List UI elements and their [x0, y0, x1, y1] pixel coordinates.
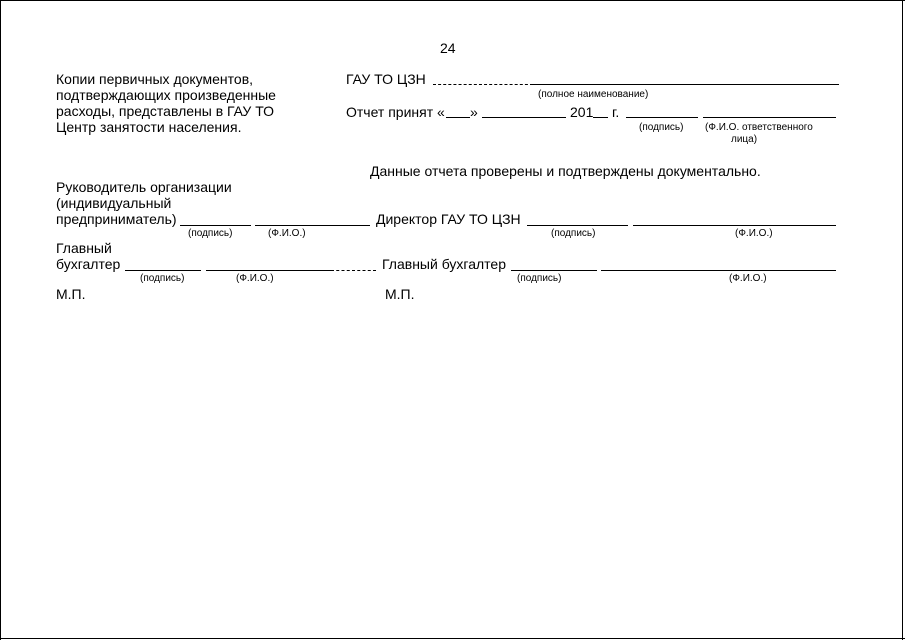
chief-left-fio-caption: (Ф.И.О.): [236, 273, 274, 284]
accept-responsible-line: [703, 117, 836, 118]
page-number: 24: [440, 40, 456, 56]
year-suffix: г.: [612, 104, 620, 120]
chief-left-signature-line: [125, 270, 201, 271]
director-signature-line: [527, 225, 628, 226]
manager-fio-caption: (Ф.И.О.): [268, 228, 306, 239]
accept-signature-caption: (подпись): [639, 122, 684, 133]
org-name-dashed-line: [433, 84, 533, 85]
left-block-line-1: Копии первичных документов,: [56, 71, 254, 87]
year-line: [593, 117, 608, 118]
left-block-line-2: подтверждающих произведенные: [56, 87, 276, 103]
stamp-place-right: М.П.: [385, 286, 415, 302]
month-line: [482, 117, 566, 118]
scan-edge-left: [0, 0, 1, 640]
left-block-line-4: Центр занятости населения.: [56, 119, 242, 135]
manager-signature-caption: (подпись): [188, 228, 233, 239]
org-name-line: [533, 84, 839, 85]
org-label: ГАУ ТО ЦЗН: [346, 71, 426, 87]
report-quote-close: »: [470, 104, 478, 120]
chief-accountant-left-line-2: бухгалтер: [56, 256, 121, 272]
manager-label-line-3: предприниматель): [56, 211, 177, 227]
manager-label-line-2: (индивидуальный: [56, 195, 172, 211]
manager-label-line-1: Руководитель организации: [56, 179, 232, 195]
accept-signature-line: [626, 117, 698, 118]
director-label: Директор ГАУ ТО ЦЗН: [376, 211, 521, 227]
chief-accountant-right-label: Главный бухгалтер: [382, 256, 506, 272]
director-signature-caption: (подпись): [551, 228, 596, 239]
accept-responsible-caption-1: (Ф.И.О. ответственного: [705, 122, 813, 133]
director-fio-line: [633, 225, 836, 226]
scan-edge-top: [0, 0, 905, 1]
left-block-line-3: расходы, представлены в ГАУ ТО: [56, 103, 275, 119]
full-name-caption: (полное наименование): [538, 89, 649, 100]
report-accepted-prefix: Отчет принят «: [346, 104, 445, 120]
stamp-place-left: М.П.: [56, 286, 86, 302]
year-prefix: 201: [570, 104, 594, 120]
chief-left-fio-dashed-line: [331, 270, 376, 271]
scan-edge-bottom: [0, 638, 905, 639]
chief-left-signature-caption: (подпись): [140, 273, 185, 284]
chief-left-fio-line: [206, 270, 331, 271]
verified-text: Данные отчета проверены и подтверждены документально.: [370, 163, 761, 179]
chief-right-signature-line: [511, 270, 597, 271]
chief-accountant-left-line-1: Главный: [56, 240, 112, 256]
chief-right-signature-caption: (подпись): [517, 273, 562, 284]
director-fio-caption: (Ф.И.О.): [735, 228, 773, 239]
accept-responsible-caption-2: лица): [731, 134, 758, 145]
chief-right-fio-line: [601, 270, 836, 271]
scan-edge-right: [902, 0, 903, 640]
day-line: [446, 117, 470, 118]
manager-signature-line: [180, 225, 251, 226]
manager-fio-line: [255, 225, 370, 226]
chief-right-fio-caption: (Ф.И.О.): [729, 273, 767, 284]
